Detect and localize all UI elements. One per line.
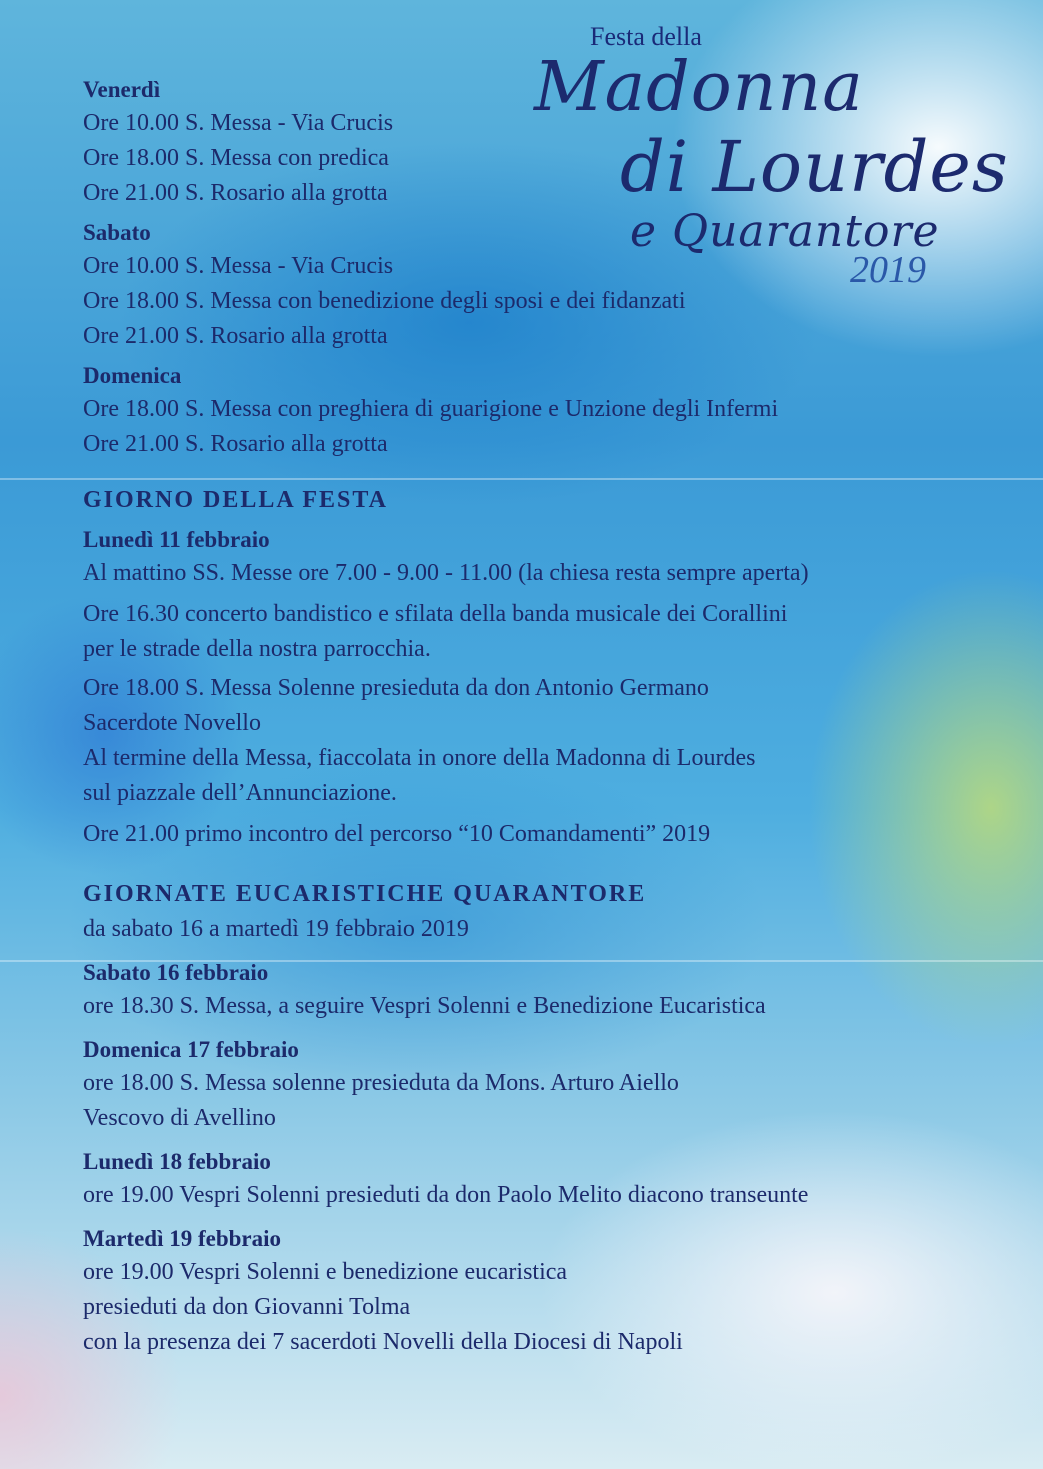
schedule-line: Ore 21.00 S. Rosario alla grotta — [83, 180, 388, 206]
title-quarantore: e Quarantore — [630, 206, 940, 257]
schedule-line: Ore 16.30 concerto bandistico e sfilata della banda musicale dei Corallini — [83, 601, 788, 627]
section-subtitle: da sabato 16 a martedì 19 febbraio 2019 — [83, 916, 469, 942]
schedule-line: sul piazzale dell’Annunciazione. — [83, 780, 397, 806]
schedule-line: Sacerdote Novello — [83, 710, 261, 736]
schedule-line: Ore 10.00 S. Messa - Via Crucis — [83, 253, 394, 279]
schedule-line: Ore 10.00 S. Messa - Via Crucis — [83, 110, 394, 136]
schedule-line: Ore 18.00 S. Messa con preghiera di guarigione e Unzione degli Infermi — [83, 396, 779, 422]
day-heading: Lunedì 18 febbraio — [83, 1149, 271, 1174]
day-heading: Lunedì 11 febbraio — [83, 527, 270, 552]
schedule-line: Vescovo di Avellino — [83, 1105, 276, 1131]
day-heading: Domenica 17 febbraio — [83, 1037, 299, 1062]
schedule-line: ore 18.00 S. Messa solenne presieduta da Mons. Arturo Aiello — [83, 1070, 679, 1096]
schedule-line: Al termine della Messa, fiaccolata in onore della Madonna di Lourdes — [83, 745, 756, 771]
day-heading: Sabato — [83, 220, 151, 245]
schedule-line: presieduti da don Giovanni Tolma — [83, 1294, 411, 1320]
day-heading: Martedì 19 febbraio — [83, 1226, 282, 1251]
schedule-line: Al mattino SS. Messe ore 7.00 - 9.00 - 11.00 (la chiesa resta sempre aperta) — [83, 560, 809, 586]
schedule-line: Ore 18.00 S. Messa con benedizione degli sposi e dei fidanzati — [83, 288, 686, 314]
schedule-line: Ore 18.00 S. Messa Solenne presieduta da don Antonio Germano — [83, 675, 709, 701]
schedule-line: ore 18.30 S. Messa, a seguire Vespri Solenni e Benedizione Eucaristica — [83, 993, 766, 1019]
schedule-line: Ore 21.00 S. Rosario alla grotta — [83, 323, 388, 349]
title-year: 2019 — [850, 249, 926, 291]
day-heading: Sabato 16 febbraio — [83, 960, 269, 985]
program-content — [83, 68, 983, 1360]
schedule-line: Ore 18.00 S. Messa con predica — [83, 145, 389, 171]
schedule-line: ore 19.00 Vespri Solenni presieduti da don Paolo Melito diacono transeunte — [83, 1182, 809, 1208]
schedule-line: ore 19.00 Vespri Solenni e benedizione eucaristica — [83, 1259, 568, 1285]
schedule-line: con la presenza dei 7 sacerdoti Novelli della Diocesi di Napoli — [83, 1329, 683, 1355]
schedule-line: Ore 21.00 S. Rosario alla grotta — [83, 431, 388, 457]
festa-label: Festa della — [590, 22, 702, 51]
schedule-line: per le strade della nostra parrocchia. — [83, 636, 431, 662]
day-heading: Domenica — [83, 363, 182, 388]
day-heading: Venerdì — [83, 77, 161, 102]
title-madonna: Madonna — [534, 48, 864, 127]
section-title: GIORNO DELLA FESTA — [83, 487, 388, 513]
section-title: GIORNATE EUCARISTICHE QUARANTORE — [83, 881, 647, 907]
schedule-line: Ore 21.00 primo incontro del percorso “10 Comandamenti” 2019 — [83, 821, 711, 847]
title-lourdes: di Lourdes — [620, 126, 1009, 208]
